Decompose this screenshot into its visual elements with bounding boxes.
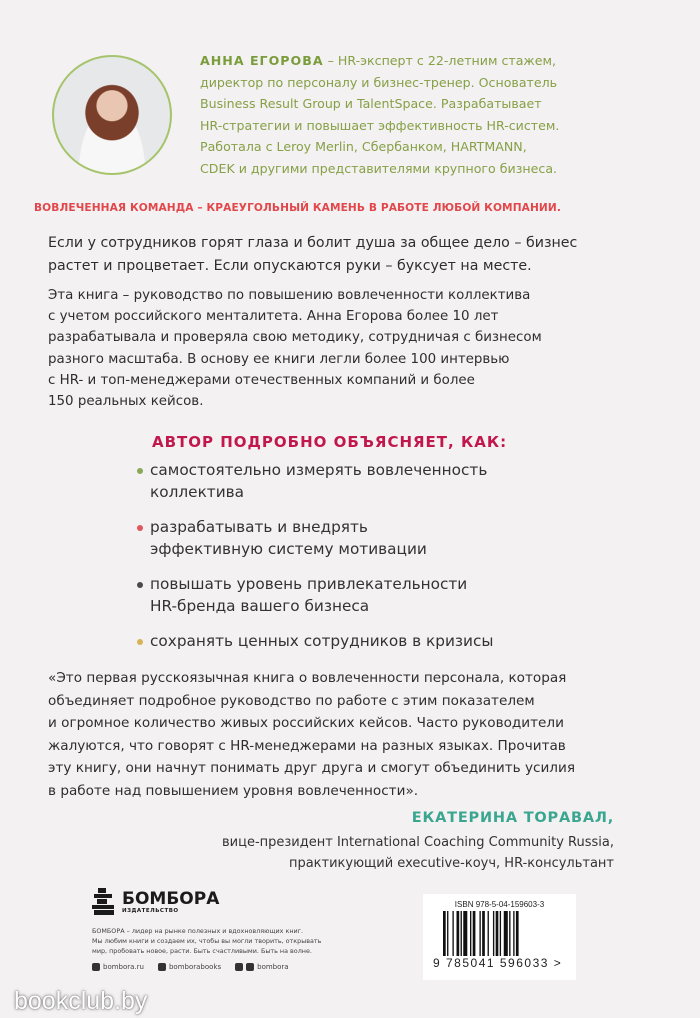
social-vk: bomborabooks [158,963,221,971]
bullet-icon [137,525,143,531]
barcode-bar [513,911,514,959]
isbn-label: ISBN 978-5-04-159603-3 [454,900,545,909]
barcode-bar [482,911,485,959]
social-website: bombora.ru [92,963,144,971]
author-bio: АННА ЕГОРОВА – HR-эксперт с 22-летним стажем, директор по персоналу и бизнес-тренер. Основатель Business Result Group и TalentSpace. Разрабатывает HR-стратегии и повышает эффективность HR-систем. Работала с Leroy Merlin, Сбербанком, HARTMANN, CDEK и другими представителями крупного бизнеса. [200,53,560,176]
barcode-bar [516,911,519,959]
barcode-bar [496,911,499,959]
barcode-bar [452,911,453,959]
barcode-bar [461,911,462,959]
publisher-subtitle: ИЗДАТЕЛЬСТВО [122,907,179,914]
telegram-icon [246,963,254,971]
publisher-logo [92,888,219,916]
bullet-icon [137,468,143,474]
list-item: повышать уровень привлекательности HR-бренда вашего бизнеса [134,574,594,617]
bullet-icon [137,639,143,645]
barcode-bar [504,911,508,959]
quote-author: ЕКАТЕРИНА ТОРАВАЛ, [411,810,614,826]
testimonial-quote: «Это первая русскоязычная книга о вовлеченности персонала, которая объединяет подробное руководство по работе с этим показателем и огромное количество живых российских кейсов. Часто руководители жалуются, что говорят с HR-менеджерами на разных языках. Прочитав эту книгу, они начнут понимать друг друга и смогут объединить усилия в работе над повышением уровня вовлеченности». [48,670,576,799]
instagram-icon [92,963,100,971]
quote-author-role: вице-президент International Coaching Community Russia, практикующий executive-коуч, HR-консультант [222,835,614,871]
list-item: сохранять ценных сотрудников в кризисы [134,631,594,653]
barcode-bar [473,911,476,959]
bullet-icon [137,582,143,588]
author-photo [52,55,172,175]
barcode-bar [443,911,446,959]
publisher-description: БОМБОРА – лидер на рынке полезных и вдохновляющих книг. Мы любим книги и создаем их, чтобы вы могли творить, открывать мир, пробовать новое, расти. Быть счастливыми. Быть на волне. [92,927,322,955]
list-item: самостоятельно измерять вовлеченность коллектива [134,460,594,503]
barcode-bar [479,911,480,959]
vk-icon [158,963,166,971]
publisher-socials [92,963,289,971]
list-heading: АВТОР ПОДРОБНО ОБЪЯСНЯЕТ, КАК: [152,433,508,451]
barcode-number: 9 785041 596033 > [433,956,563,970]
barcode-bar [470,911,471,959]
barcode-bar [509,911,510,959]
list-item: разрабатывать и внедрять эффективную систему мотивации [134,517,594,560]
barcode-bar [447,911,448,959]
isbn-barcode [423,894,576,980]
barcode-bar [500,911,501,959]
barcode-bar [493,911,494,959]
social-youtube-telegram: bombora [235,963,288,971]
barcode-bar [457,911,460,959]
benefits-list [134,460,594,667]
description-paragraph: Эта книга – руководство по повышению вовлеченности коллектива с учетом российского менталитета. Анна Егорова более 10 лет разрабатывала и проверяла свою методику, сотрудничая с бизнесом разного масштаба. В основу ее книги легли более 100 интервью с HR- и топ-менеджерами отечественных компаний и более 150 реальных кейсов. [48,288,542,410]
author-name: АННА ЕГОРОВА [200,53,324,68]
tagline: ВОВЛЕЧЕННАЯ КОМАНДА – КРАЕУГОЛЬНЫЙ КАМЕНЬ В РАБОТЕ ЛЮБОЙ КОМПАНИИ. [34,202,561,214]
watermark: bookclub.by [14,987,148,1015]
barcode-bar [488,911,489,959]
publisher-logo-icon [92,888,116,916]
publisher-name: БОМБОРА [122,888,220,909]
intro-paragraph: Если у сотрудников горят глаза и болит душа за общее дело – бизнес растет и процветает. Если опускаются руки – буксует на месте. [48,235,578,274]
barcode-bar [463,911,467,959]
youtube-icon [235,963,243,971]
